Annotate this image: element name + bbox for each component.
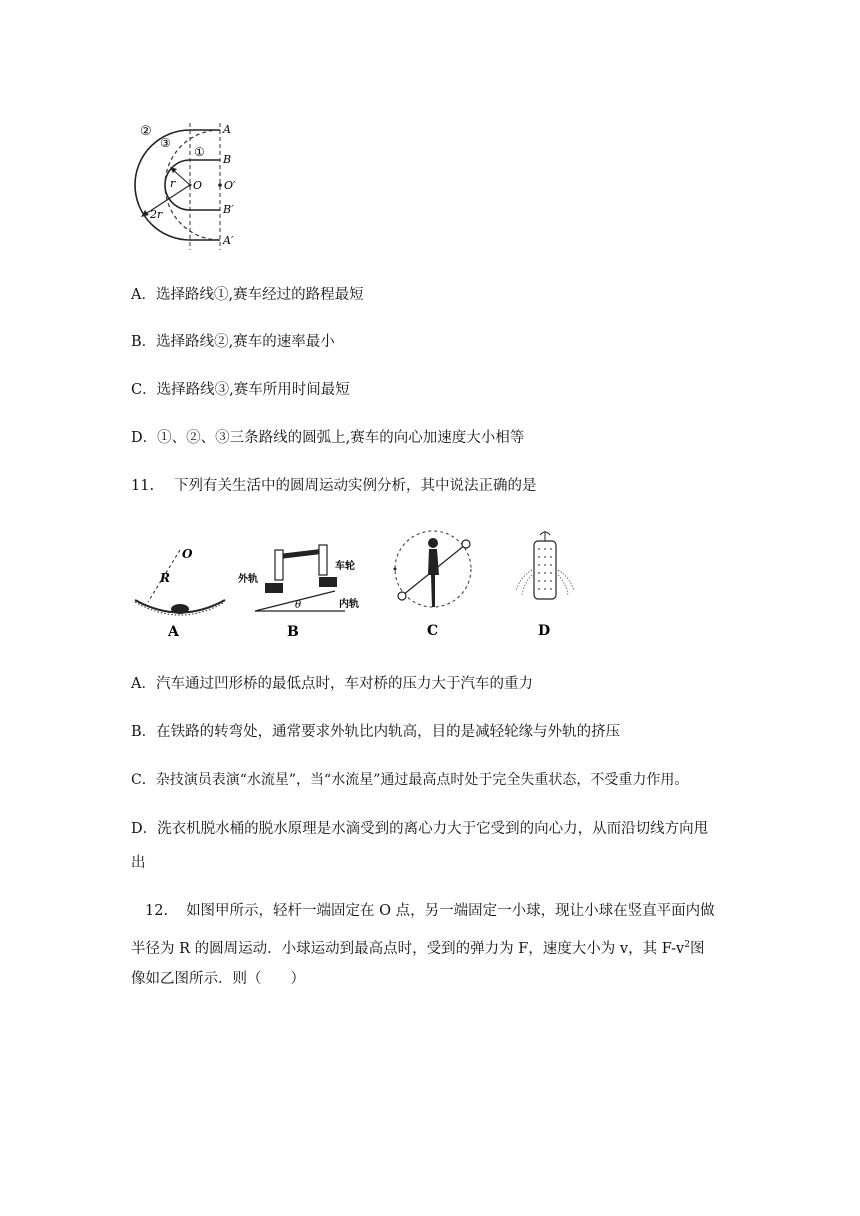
q11-figure-b-railway [235,515,365,640]
label-route-2: ② [140,124,152,139]
label-r: r [170,177,176,190]
label-B-prime: B′ [223,203,234,216]
center-O-dot [189,184,192,187]
center-O-prime-dot [218,183,222,187]
fig-a-label-R: R [160,571,170,585]
fig-b-caption: B [287,624,299,640]
fig-d-caption: D [538,623,551,639]
q12-line-2: 半径为 R 的圆周运动．小球运动到最高点时，受到的弹力为 F，速度大小为 v，其 $F-v^2$图 [131,940,705,957]
q12-line-1: 12. 如图甲所示，轻杆一端固定在 O 点，另一端固定一小球，现让小球在竖直平面内做 [145,903,715,919]
fig-a-caption: A [168,624,179,640]
q12-number: 12. [145,903,169,919]
performer-body [428,549,439,607]
left-wheel [275,550,283,580]
q11-option-b: B．在铁路的转弯处，通常要求外轨比内轨高，目的是减轻轮缘与外轨的挤压 [131,724,621,740]
label-2r: 2r [150,208,163,221]
q11-option-c: C．杂技演员表演“水流星”，当“水流星”通过最高点时处于完全失重状态，不受重力作用。 [131,772,689,788]
q11-option-d: D．洗衣机脱水桶的脱水原理是水滴受到的离心力大于它受到的向心力，从而沿切线方向甩 [131,821,709,837]
q11-stem: 11. 下列有关生活中的圆周运动实例分析，其中说法正确的是 [131,478,537,494]
q11-figure-d-spin-drum [510,525,580,640]
label-A: A [223,123,231,136]
label-O: O [193,179,203,192]
fig-a-label-O: O [182,547,193,561]
car-shape [171,604,189,614]
label-A-prime: A′ [223,234,234,247]
q11-figure-a-bridge [130,540,230,640]
q11-option-d-continued: 出 [131,855,146,871]
label-B: B [223,153,232,166]
q12-line-3: 像如乙图所示．则（ ） [131,971,305,987]
right-wheel [319,545,327,575]
cup-bottom [398,592,406,600]
q11-figure-c-water-meteor [385,525,485,640]
q10-option-c: C．选择路线③,赛车所用时间最短 [131,382,350,398]
performer-head [428,538,438,548]
track-routes-diagram [120,115,250,255]
label-route-1: ① [194,145,205,159]
q10-option-b: B．选择路线②,赛车的速率最小 [131,334,335,350]
label-theta: θ [295,600,302,611]
q11-number: 11. [131,478,155,494]
label-wheel: 车轮 [335,561,355,572]
label-O-prime: O′ [224,179,236,192]
label-route-3: ③ [160,136,171,150]
route-2-arc [135,130,220,240]
q11-option-a: A．汽车通过凹形桥的最低点时，车对桥的压力大于汽车的重力 [131,676,533,692]
q10-option-a: A．选择路线①,赛车经过的路程最短 [131,287,364,303]
q10-option-d: D．①、②、③三条路线的圆弧上,赛车的向心加速度大小相等 [131,430,525,446]
cup-top [462,540,470,548]
label-inner-rail: 内轨 [339,599,359,610]
fig-c-caption: C [427,623,439,639]
label-outer-rail: 外轨 [238,574,258,585]
